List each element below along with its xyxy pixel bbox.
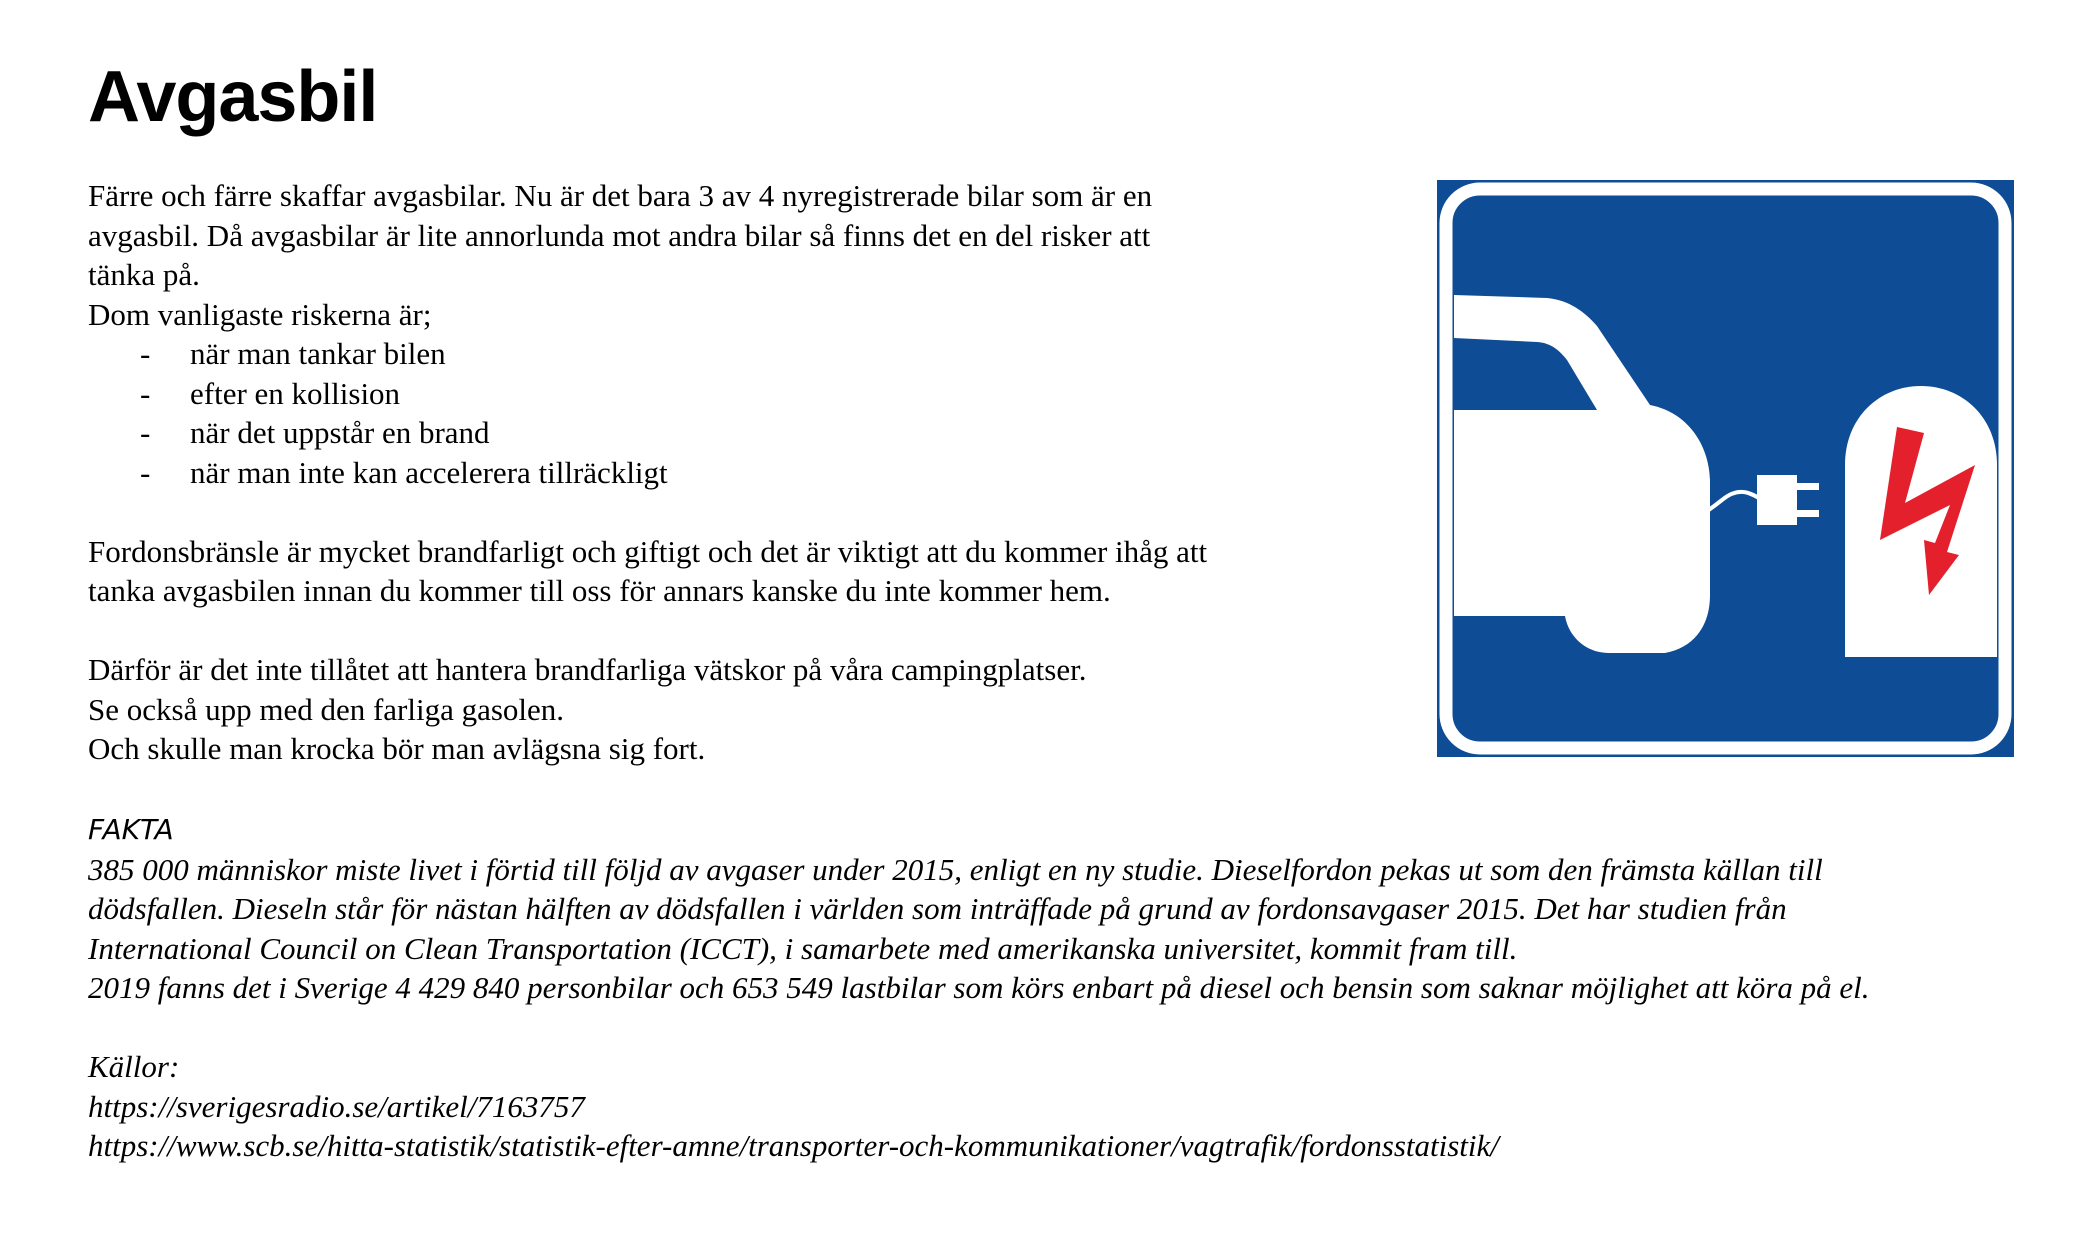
fuel-warning-line: Fordonsbränsle är mycket brandfarligt och giftigt och det är viktigt att du kommer ihåg att: [88, 533, 1208, 569]
rules-line: Se också upp med den farliga gasolen.: [88, 691, 565, 727]
risk-item-text: när man inte kan accelerera tillräckligt: [190, 454, 668, 490]
list-dash: -: [140, 336, 151, 371]
page-title: Avgasbil: [88, 57, 378, 137]
facts-line: 2019 fanns det i Sverige 4 429 840 personbilar och 653 549 lastbilar som körs enbart på diesel och bensin som saknar möjlighet att köra på el.: [88, 970, 1870, 1005]
facts-line: 385 000 människor miste livet i förtid till följd av avgaser under 2015, enligt en ny studie. Dieselfordon pekas ut som den främsta källan till: [88, 851, 1823, 887]
source-link[interactable]: https://www.scb.se/hitta-statistik/statistik-efter-amne/transporter-och-kommunikationer/vagtrafik/fordonsstatistik/: [88, 1128, 1499, 1163]
facts-heading: FAKTA: [88, 813, 174, 846]
source-link[interactable]: https://sverigesradio.se/artikel/7163757: [88, 1088, 585, 1124]
fuel-warning-line: tanka avgasbilen innan du kommer till oss för annars kanske du inte kommer hem.: [88, 573, 1111, 608]
paragraph-gap: [88, 492, 1418, 532]
list-dash: -: [140, 375, 151, 411]
risk-item-text: efter en kollision: [190, 375, 401, 411]
risk-list: [88, 334, 1418, 492]
risk-item: [88, 334, 1418, 374]
intro-line: avgasbil. Då avgasbilar är lite annorlunda mot andra bilar så finns det en del risker att: [88, 217, 1151, 253]
ev-charging-sign-icon: [1437, 180, 2014, 757]
risk-item: [88, 374, 1418, 414]
intro-line: Färre och färre skaffar avgasbilar. Nu är det bara 3 av 4 nyregistrerade bilar som är en: [88, 178, 1153, 213]
ev-charging-sign-graphic: [1437, 180, 2014, 757]
facts-section: [88, 810, 2088, 1166]
paragraph-gap: [88, 611, 1418, 651]
risk-item: [88, 413, 1418, 453]
risk-item: [88, 453, 1418, 493]
risk-item-text: när man tankar bilen: [190, 336, 446, 371]
risks-heading: Dom vanligaste riskerna är;: [88, 296, 432, 332]
intro-line: tänka på.: [88, 257, 200, 292]
body-text: [88, 176, 1418, 769]
risk-item-text: när det uppstår en brand: [190, 415, 490, 450]
rules-line: Därför är det inte tillåtet att hantera brandfarliga vätskor på våra campingplatser.: [88, 652, 1087, 687]
paragraph-gap: [88, 1008, 2088, 1048]
facts-line: dödsfallen. Dieseln står för nästan hälften av dödsfallen i världen som inträffade på grund av fordonsavgaser 2015. Det har studien från: [88, 891, 1787, 926]
list-dash: -: [140, 454, 151, 490]
list-dash: -: [140, 415, 151, 450]
sources-heading: Källor:: [88, 1049, 180, 1084]
facts-line: International Council on Clean Transportation (ICCT), i samarbete med amerikanska universitet, kommit fram till.: [88, 930, 1518, 966]
rules-line: Och skulle man krocka bör man avlägsna sig fort.: [88, 731, 706, 766]
